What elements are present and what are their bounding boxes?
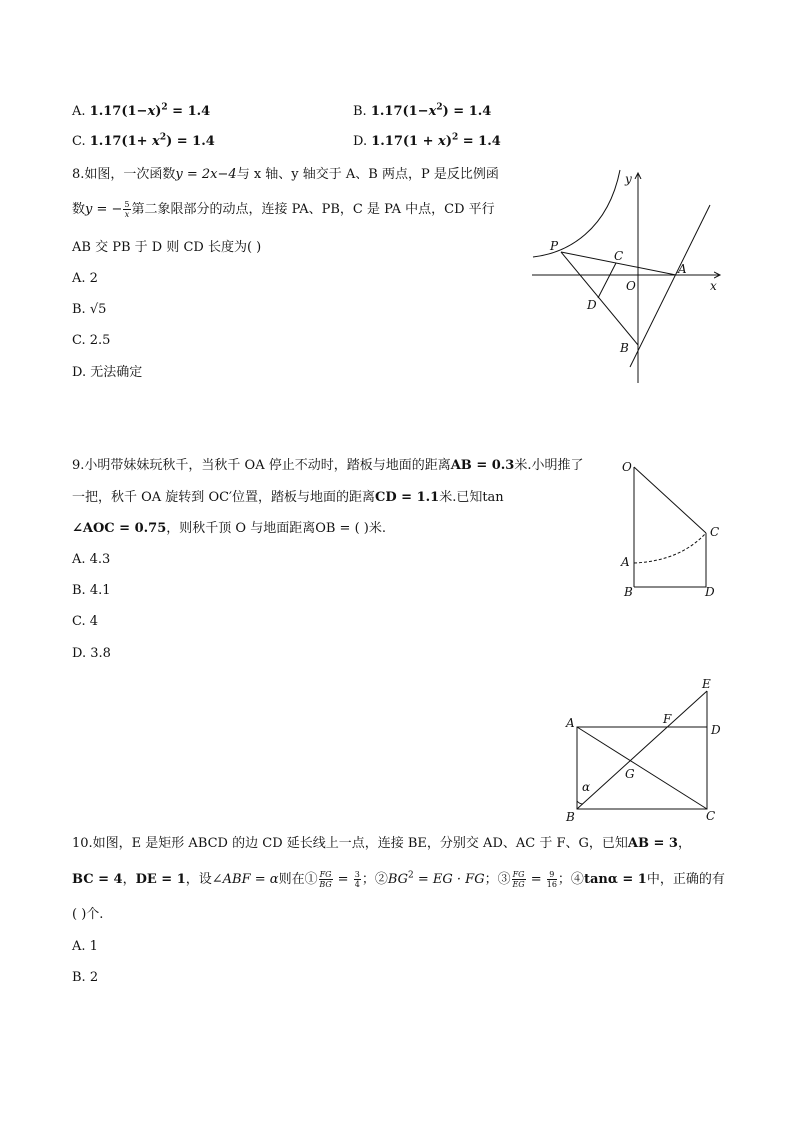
q9-label-a: A bbox=[621, 555, 630, 569]
q9-label-o: O bbox=[622, 460, 632, 474]
q9-stem-line3: ∠AOC = 0.75，则秋千顶 O 与地面距离OB = ( )米. bbox=[72, 521, 386, 536]
q9-line-oc bbox=[634, 467, 706, 533]
q10-stem-line2: BC = 4，DE = 1，设∠ABF = α则在① $\frac{FG}{BG}$ = $\frac{3}{4}$ ；$②BG^2$ = EG · FG；③ $\frac{FG}{EG}$ = $\frac{9}{16}$ ；④tanα = 1中，正确的有 bbox=[72, 870, 725, 889]
q10-label-a: A bbox=[566, 716, 575, 730]
q7-option-a-expr: $1.17(1-x)^2 = 1.4$ bbox=[89, 102, 211, 119]
q9-stem-line2: 一把，秋千 OA 旋转到 OC′位置，踏板与地面的距离CD = 1.1米.已知tan bbox=[72, 490, 504, 505]
q7-option-b: B. $1.17(1-x^2) = 1.4$ bbox=[353, 102, 492, 119]
q10-label-g: G bbox=[625, 767, 635, 781]
q9-label-c: C bbox=[710, 525, 720, 539]
q8-line-ab bbox=[630, 205, 710, 367]
q8-segment-cd bbox=[598, 263, 616, 298]
q10-fraction-9-16: $\frac{9}{16}$ bbox=[546, 870, 557, 889]
q10-option-a: A. 1 bbox=[72, 939, 98, 954]
q8-stem-line1: 8.如图，一次函数y = 2x−4与 x 轴、y 轴交于 A、B 两点，P 是反比例函 bbox=[72, 167, 499, 182]
q7-option-b-expr: $1.17(1-x^2) = 1.4$ bbox=[370, 102, 492, 119]
q10-label-e: E bbox=[702, 677, 711, 691]
q10-fraction-fg-bg: $\frac{FG}{BG}$ bbox=[319, 870, 332, 889]
q7-option-c: C. $1.17(1+ x^2) = 1.4$ bbox=[72, 132, 215, 149]
sqrt5-value: √5 bbox=[89, 302, 107, 317]
q10-option-b: B. 2 bbox=[72, 970, 99, 985]
q9-option-d: D. 3.8 bbox=[72, 646, 111, 661]
q8-label-x: x bbox=[710, 279, 717, 293]
q8-label-a: A bbox=[678, 262, 687, 276]
q10-line-be bbox=[577, 691, 707, 809]
q9-option-c: C. 4 bbox=[72, 614, 99, 629]
q8-option-d: D. 无法确定 bbox=[72, 365, 143, 380]
q8-option-c: C. 2.5 bbox=[72, 333, 111, 348]
q8-label-o: O bbox=[626, 279, 636, 293]
q9-label-d: D bbox=[705, 585, 715, 599]
q8-figure bbox=[528, 165, 728, 385]
q10-label-c: C bbox=[706, 809, 716, 823]
q9-figure bbox=[618, 455, 728, 605]
q10-label-b: B bbox=[566, 810, 575, 824]
q10-fraction-fg-eg: $\frac{FG}{EG}$ bbox=[512, 870, 525, 889]
q10-figure bbox=[563, 675, 723, 825]
q8-label-y: y bbox=[625, 172, 632, 186]
q10-label-f: F bbox=[663, 712, 672, 726]
q10-label-alpha: α bbox=[582, 780, 591, 794]
q8-segment-pb bbox=[561, 252, 638, 345]
q10-stem-line1: 10.如图，E 是矩形 ABCD 的边 CD 延长线上一点，连接 BE，分别交 AD、AC 于 F、G，已知AB = 3， bbox=[72, 836, 691, 851]
q7-option-d-expr: $1.17(1 + x)^2 = 1.4$ bbox=[371, 132, 501, 149]
q8-label-c: C bbox=[614, 249, 624, 263]
q9-option-b: B. 4.1 bbox=[72, 583, 111, 598]
q10-stem-line3: ( )个. bbox=[72, 907, 104, 922]
q8-fraction: $\frac{5}{x}$ bbox=[124, 200, 130, 219]
q8-label-b: B bbox=[620, 341, 629, 355]
q10-line-ac bbox=[577, 727, 707, 809]
q10-label-d: D bbox=[711, 723, 721, 737]
q8-label-p: P bbox=[550, 239, 559, 253]
q8-option-b: B. √5 bbox=[72, 302, 107, 317]
q8-stem-line2: 数y = − $\frac{5}{x}$ 第二象限部分的动点，连接 PA、PB，C 是 PA 中点，CD 平行 bbox=[72, 200, 495, 219]
q9-swing-arc bbox=[634, 533, 706, 563]
q8-hyperbola bbox=[533, 170, 620, 257]
q7-option-d: D. $1.17(1 + x)^2 = 1.4$ bbox=[353, 132, 501, 149]
q8-label-d: D bbox=[587, 298, 597, 312]
q9-stem-line1: 9.小明带妹妹玩秋千，当秋千 OA 停止不动时，踏板与地面的距离AB = 0.3米.小明推了 bbox=[72, 458, 584, 473]
q8-linear-function: y = 2x−4 bbox=[175, 167, 237, 182]
q8-stem-line3: AB 交 PB 于 D 则 CD 长度为( ) bbox=[72, 240, 262, 255]
q8-option-a: A. 2 bbox=[72, 271, 98, 286]
q7-option-a: A. $1.17(1-x)^2 = 1.4$ bbox=[72, 102, 211, 119]
q10-angle-mark bbox=[577, 801, 583, 804]
q9-label-b: B bbox=[624, 585, 633, 599]
q10-fraction-3-4: $\frac{3}{4}$ bbox=[354, 870, 360, 889]
q9-option-a: A. 4.3 bbox=[72, 552, 111, 567]
q7-option-c-expr: $1.17(1+ x^2) = 1.4$ bbox=[89, 132, 215, 149]
